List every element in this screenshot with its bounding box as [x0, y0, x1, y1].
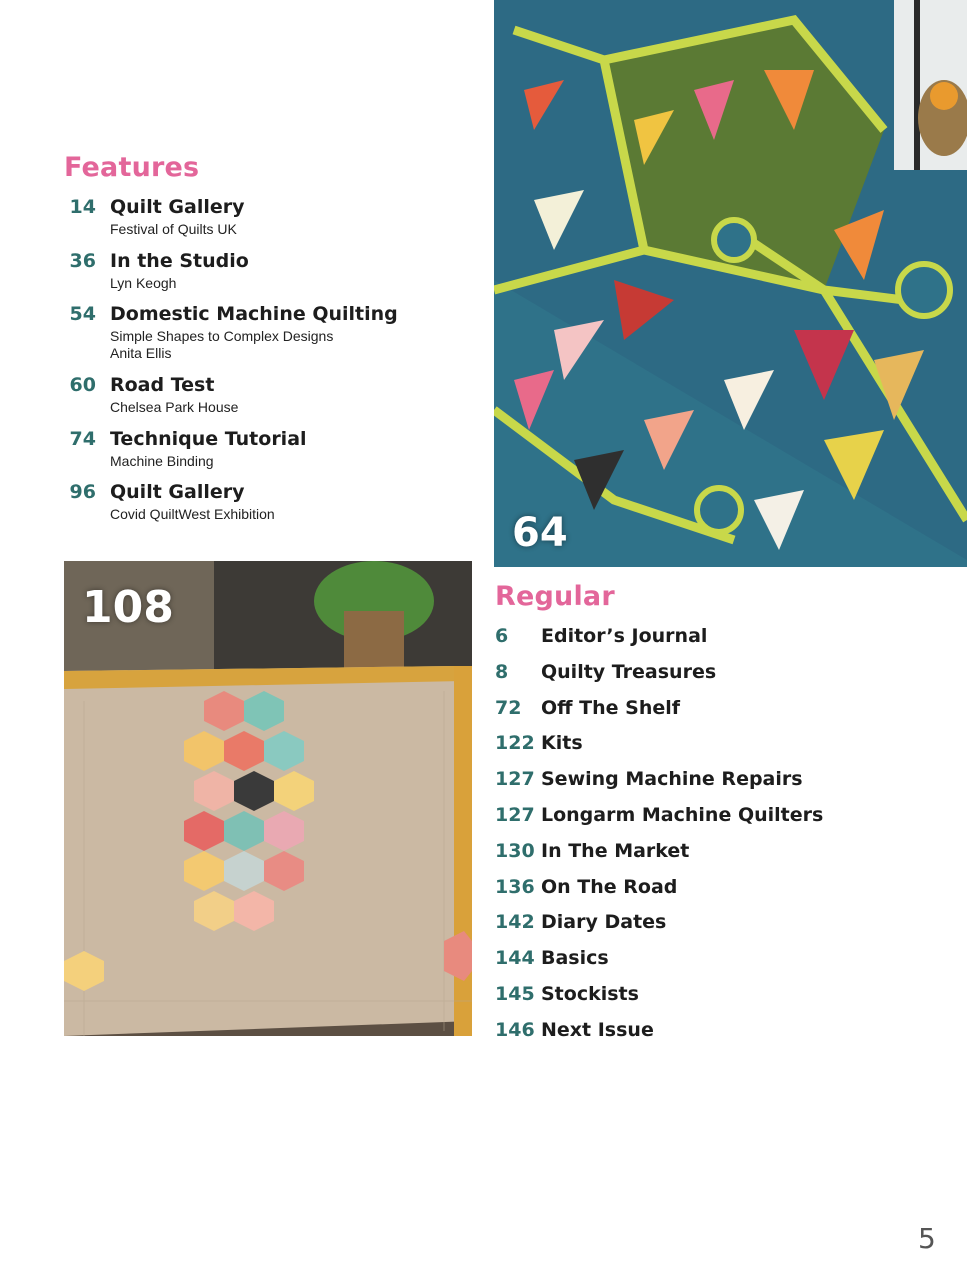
regular-page-number: 146: [495, 1018, 535, 1041]
feature-author: Anita Ellis: [110, 345, 172, 361]
bunting-quilt-photo: [494, 0, 967, 567]
feature-title: Technique Tutorial: [110, 427, 307, 450]
feature-item[interactable]: [64, 196, 484, 250]
regular-item[interactable]: [495, 947, 955, 983]
feature-page-number: 36: [69, 249, 96, 272]
feature-item[interactable]: [64, 250, 484, 304]
regular-title: Stockists: [541, 982, 639, 1005]
regular-title: Next Issue: [541, 1018, 654, 1041]
regular-title: Sewing Machine Repairs: [541, 768, 803, 791]
regular-heading: Regular: [495, 581, 615, 612]
regular-title: Editor’s Journal: [541, 625, 708, 647]
feature-title: Road Test: [110, 374, 215, 396]
feature-item[interactable]: [64, 374, 484, 428]
regular-item[interactable]: [495, 911, 955, 947]
regular-title: Kits: [541, 732, 583, 755]
regular-title: On The Road: [541, 875, 678, 898]
regular-page-number: 136: [495, 875, 535, 898]
feature-title: In the Studio: [110, 249, 249, 272]
regular-item[interactable]: [495, 876, 955, 912]
regular-title: Quilty Treasures: [541, 660, 717, 683]
feature-page-number: 54: [69, 303, 96, 325]
feature-subtitle: Festival of Quilts UK: [110, 221, 237, 237]
regular-title: Diary Dates: [541, 911, 667, 934]
regular-item[interactable]: [495, 983, 955, 1019]
regular-title: Off The Shelf: [541, 696, 681, 719]
regular-item[interactable]: [495, 625, 955, 661]
feature-item[interactable]: [64, 481, 484, 535]
quilt-page-badge: 64: [512, 510, 568, 556]
regular-item[interactable]: [495, 697, 955, 733]
regular-page-number: 8: [495, 660, 509, 683]
regular-page-number: 6: [495, 625, 509, 647]
regular-page-number: 127: [495, 768, 535, 791]
feature-subtitle: Covid QuiltWest Exhibition: [110, 506, 275, 522]
regular-page-number: 72: [495, 696, 522, 719]
feature-item[interactable]: [64, 428, 484, 482]
regular-list: [495, 625, 955, 1055]
regular-page-number: 122: [495, 732, 535, 755]
regular-page-number: 142: [495, 911, 535, 934]
feature-subtitle: [110, 328, 333, 362]
feature-item[interactable]: [64, 303, 484, 374]
regular-item[interactable]: [495, 840, 955, 876]
regular-item[interactable]: [495, 768, 955, 804]
feature-title: Domestic Machine Quilting: [110, 303, 398, 325]
feature-page-number: 74: [69, 427, 96, 450]
regular-item[interactable]: [495, 732, 955, 768]
page-number: 5: [918, 1222, 936, 1255]
features-list: [64, 196, 484, 535]
feature-subtitle-line: Simple Shapes to Complex Designs: [110, 328, 334, 344]
regular-page-number: 144: [495, 947, 535, 970]
feature-page-number: 14: [69, 196, 96, 218]
regular-title: In The Market: [541, 839, 690, 862]
feature-title: Quilt Gallery: [110, 481, 245, 503]
feature-subtitle: Lyn Keogh: [110, 274, 177, 291]
regular-page-number: 127: [495, 803, 535, 826]
feature-subtitle: Chelsea Park House: [110, 399, 239, 415]
regular-item[interactable]: [495, 1019, 955, 1055]
features-heading: Features: [64, 152, 200, 183]
feature-title: Quilt Gallery: [110, 196, 245, 218]
runner-page-badge: 108: [82, 582, 174, 633]
regular-title: Basics: [541, 947, 609, 970]
regular-item[interactable]: [495, 661, 955, 697]
regular-item[interactable]: [495, 804, 955, 840]
regular-page-number: 145: [495, 982, 535, 1005]
feature-subtitle: Machine Binding: [110, 452, 214, 469]
feature-page-number: 60: [69, 374, 96, 396]
regular-title: Longarm Machine Quilters: [541, 803, 824, 826]
feature-page-number: 96: [69, 481, 96, 503]
regular-page-number: 130: [495, 839, 535, 862]
